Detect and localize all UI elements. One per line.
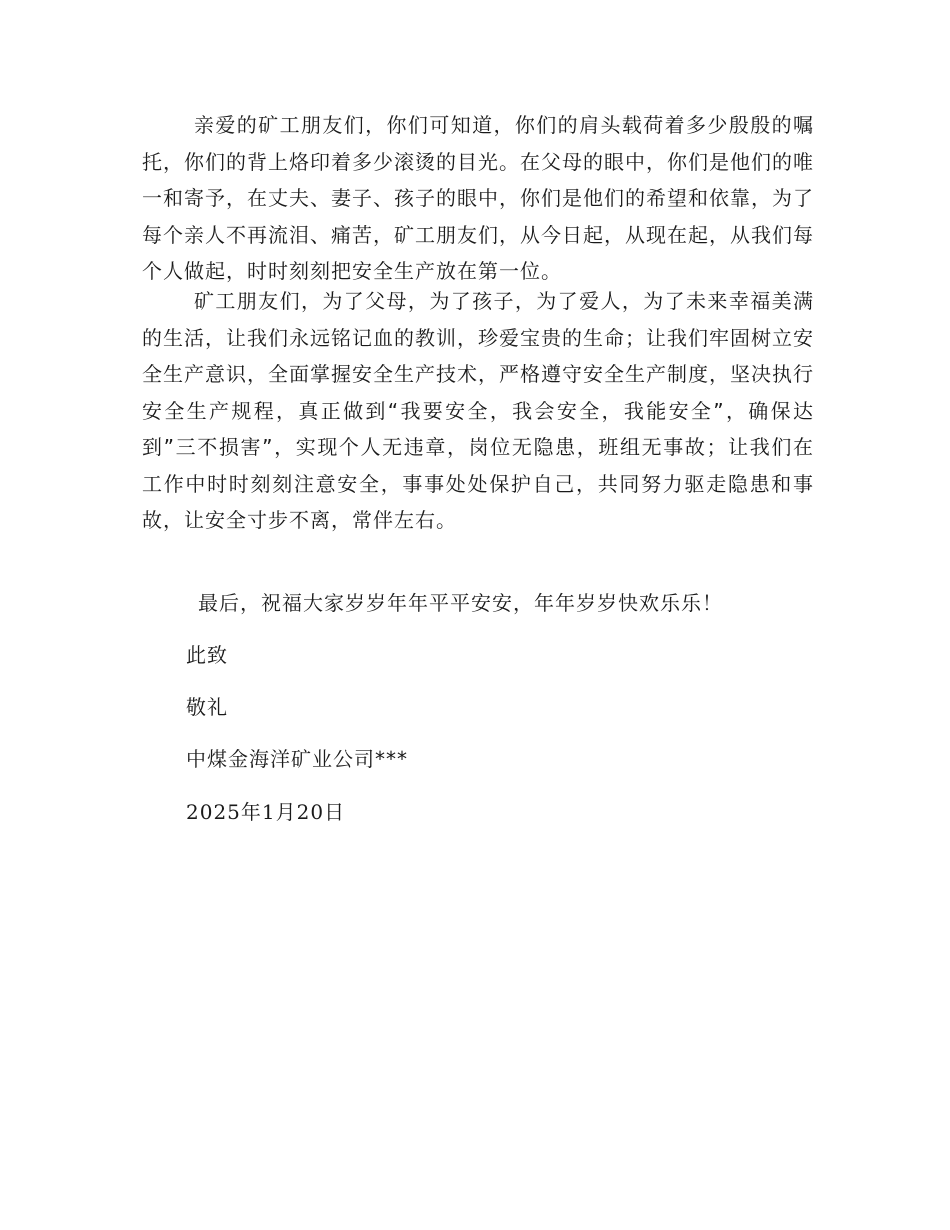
blessing-paragraph: 最后，祝福大家岁岁年年平平安安，年年岁岁快欢乐乐！ <box>198 591 723 615</box>
closing-regards: 敬礼 <box>186 695 228 719</box>
body-paragraph-1: 亲爱的矿工朋友们，你们可知道，你们的肩头载荷着多少殷殷的嘱托，你们的背上烙印着多少滚烫的目光。在父母的眼中，你们是他们的唯一和寄予，在丈夫、妻子、孩子的眼中，你们是他们的希望和依靠，为了每个亲人不再流泪、痛苦，矿工朋友们，从今日起，从现在起，从我们每个人做起，时时刻刻把安全生产放在第一位。 <box>142 113 814 283</box>
closing-salutation: 此致 <box>186 643 228 667</box>
body-paragraph-2: 矿工朋友们，为了父母，为了孩子，为了爱人，为了未来幸福美满的生活，让我们永远铭记血的教训，珍爱宝贵的生命；让我们牢固树立安全生产意识，全面掌握安全生产技术，严格遵守安全生产制度，坚决执行安全生产规程，真正做到“我要安全，我会安全，我能安全”，确保达到”三不损害”，实现个人无违章，岗位无隐患，班组无事故；让我们在工作中时时刻刻注意安全，事事处处保护自己，共同努力驱走隐患和事故，让安全寸步不离，常伴左右。 <box>142 289 814 532</box>
signature-organization: 中煤金海洋矿业公司*** <box>186 747 408 771</box>
letter-date: 2025年1月20日 <box>186 800 346 824</box>
